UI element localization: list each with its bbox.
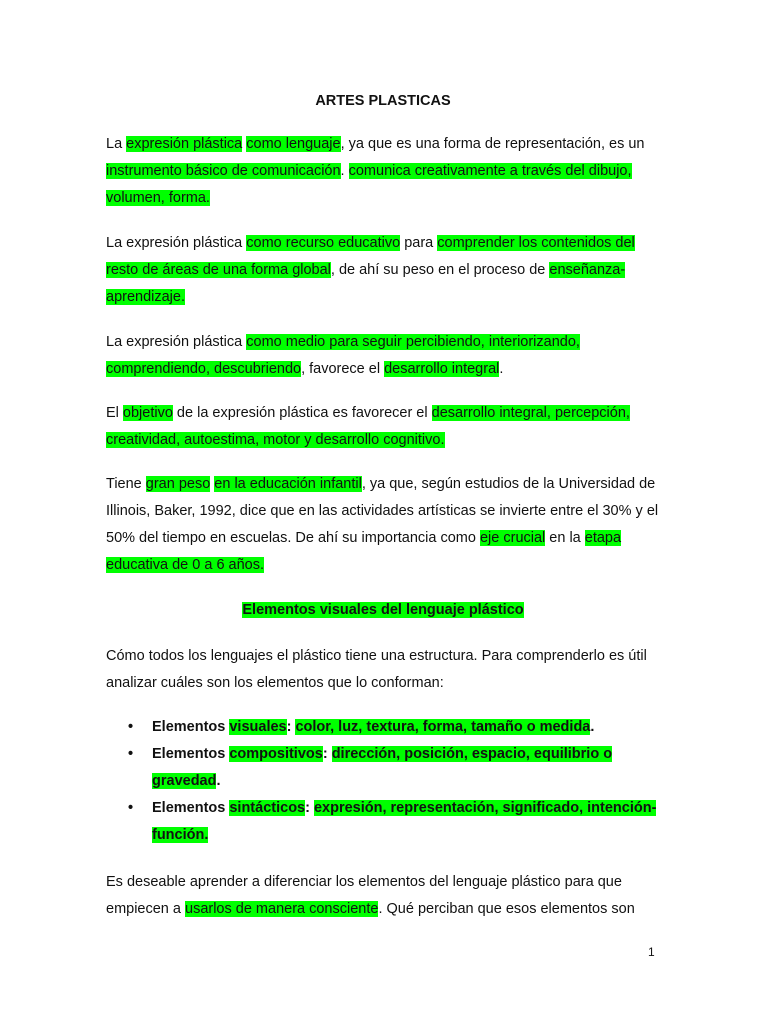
highlighted-text: enseñanza-aprendizaje.: [106, 262, 626, 305]
text-run: Tiene: [106, 476, 146, 492]
highlighted-text: dirección, posición, espacio, equilibrio o gravedad: [152, 746, 613, 789]
elements-list: [106, 714, 662, 849]
bullet-icon: •: [128, 746, 134, 762]
highlighted-text: usarlos de manera consciente: [185, 901, 379, 917]
paragraph-objetivo: [106, 400, 662, 454]
text-run: :: [322, 746, 332, 762]
text-run: La expresión plástica: [106, 235, 247, 251]
highlighted-text: color, luz, textura, forma, tamaño o medida: [295, 719, 591, 735]
text-run: Elementos: [152, 719, 230, 735]
highlighted-text: como lenguaje: [246, 136, 341, 152]
document-title: ARTES PLASTICAS: [315, 93, 451, 109]
highlighted-text: desarrollo integral, percepción, creatividad, autoestima, motor y desarrollo cognitivo.: [106, 405, 630, 448]
highlighted-text: etapa educativa de 0 a 6 años.: [106, 530, 622, 573]
text-run: , de ahí su peso en el proceso de: [330, 262, 550, 278]
text-run: :: [286, 719, 296, 735]
text-run: de la expresión plástica es favorecer el: [172, 405, 432, 421]
highlighted-text: compositivos: [229, 746, 323, 762]
paragraph-medio: [106, 329, 662, 383]
text-run: . Qué perciban que esos elementos son: [378, 901, 635, 917]
highlighted-text: comunica creativamente a través del dibujo, volumen, forma.: [106, 163, 632, 206]
paragraph-estructura: Cómo todos los lenguajes el plástico tiene una estructura. Para comprenderlo es útil analizar cuáles son los elementos que lo conforman:: [106, 648, 647, 691]
highlighted-text: expresión, representación, significado, intención-función.: [152, 800, 657, 843]
list-item-sintacticos: [106, 795, 662, 849]
page-number: 1: [648, 945, 655, 959]
text-run: La: [106, 136, 127, 152]
text-run: , favorece el: [301, 361, 385, 377]
highlighted-text: instrumento básico de comunicación: [106, 163, 341, 179]
text-run: La expresión plástica: [106, 334, 247, 350]
section-heading: [106, 599, 660, 621]
bullet-icon: •: [128, 719, 134, 735]
highlighted-text: como medio para seguir percibiendo, interiorizando, comprendiendo, descubriendo: [106, 334, 580, 377]
paragraph-peso-infantil: [106, 471, 662, 579]
text-run: Elementos: [152, 746, 230, 762]
highlighted-text: en la educación infantil: [214, 476, 362, 492]
highlighted-text: eje crucial: [479, 530, 546, 546]
text-run: , ya que, según estudios de la Universidad de Illinois, Baker, 1992, dice que en las actividades artísticas se invierte entre el 30% y el 50% del tiempo en escuelas. De ahí su importancia como: [106, 476, 659, 546]
text-run: .: [590, 719, 595, 735]
text-run: .: [216, 773, 221, 789]
paragraph-recurso-educativo: [106, 230, 662, 311]
highlighted-text: expresión plástica: [126, 136, 243, 152]
highlighted-text: gran peso: [145, 476, 211, 492]
text-run: para: [400, 235, 438, 251]
text-run: en la: [545, 530, 585, 546]
text-run: .: [499, 361, 504, 377]
highlighted-text: como recurso educativo: [246, 235, 401, 251]
text-run: Elementos: [152, 800, 230, 816]
highlighted-text: sintácticos: [229, 800, 306, 816]
list-item-compositivos: [106, 741, 662, 795]
text-run: , ya que es una forma de representación, es un: [340, 136, 645, 152]
text-run: Es deseable aprender a diferenciar los elementos del lenguaje plástico para que empiecen a: [106, 874, 622, 917]
highlighted-text: comprender los contenidos del resto de áreas de una forma global: [106, 235, 635, 278]
highlighted-heading: Elementos visuales del lenguaje plástico: [242, 602, 524, 618]
highlighted-text: visuales: [229, 719, 287, 735]
text-run: .: [340, 163, 349, 179]
bullet-icon: •: [128, 800, 134, 816]
highlighted-text: objetivo: [122, 405, 173, 421]
paragraph-lenguaje: [106, 131, 662, 212]
highlighted-text: desarrollo integral: [384, 361, 500, 377]
list-item-visuales: [106, 714, 662, 741]
paragraph-diferenciar: [106, 869, 662, 923]
text-run: El: [106, 405, 123, 421]
text-run: :: [305, 800, 314, 816]
